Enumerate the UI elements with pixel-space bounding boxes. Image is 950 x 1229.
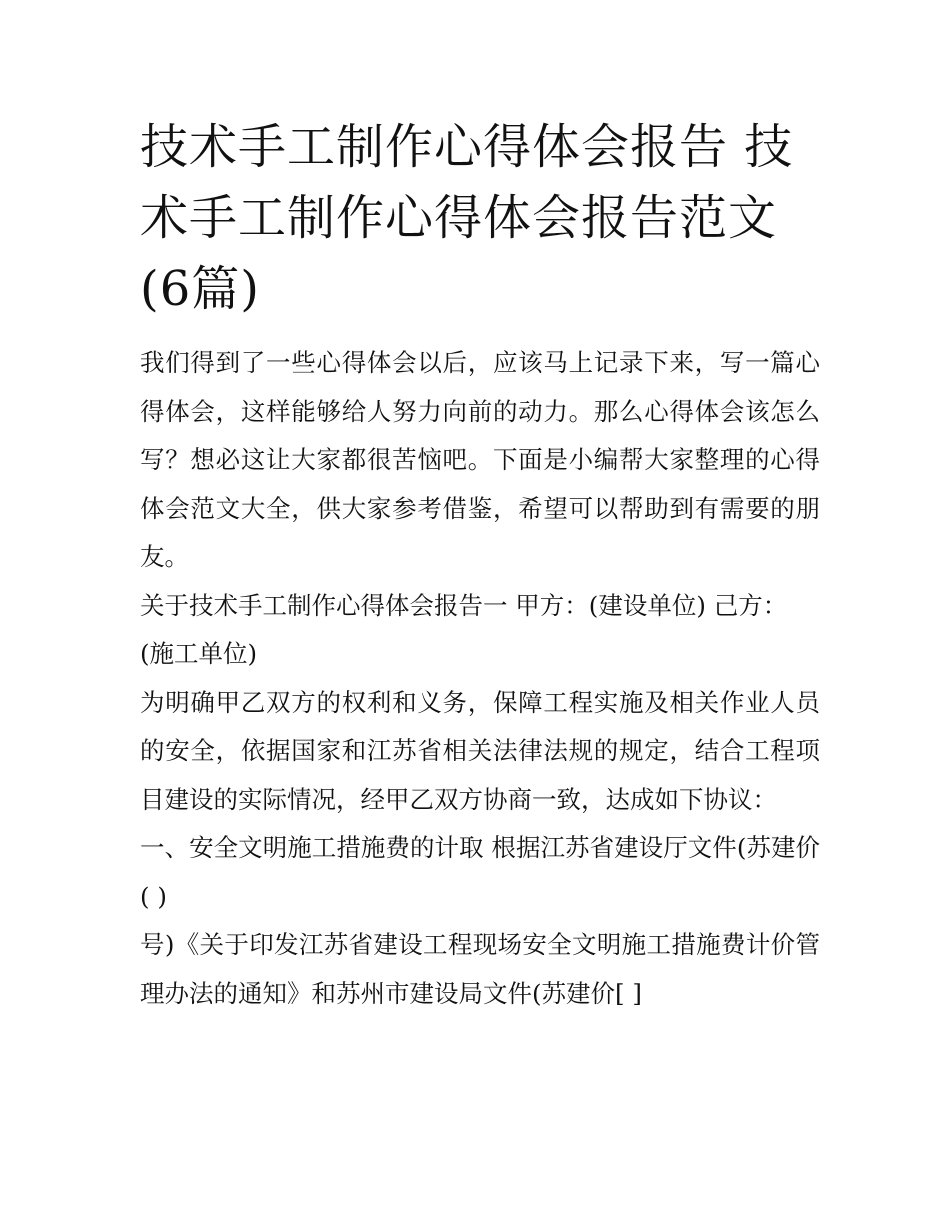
notice-reference-paragraph: 号)《关于印发江苏省建设工程现场安全文明施工措施费计价管理办法的通知》和苏州市建设局文件(苏建价[ ] xyxy=(140,930,820,1008)
section-one-paragraph: 一、安全文明施工措施费的计取 根据江苏省建设厅文件(苏建价( ) xyxy=(140,833,820,911)
agreement-purpose-paragraph: 为明确甲乙双方的权利和义务，保障工程实施及相关作业人员的安全，依据国家和江苏省相关法律法规的规定，结合工程项目建设的实际情况，经甲乙双方协商一致，达成如下协议： xyxy=(140,687,820,814)
document-title: 技术手工制作心得体会报告 技术手工制作心得体会报告范文(6篇) xyxy=(140,119,794,317)
document-body xyxy=(140,112,820,1018)
party-b-line: (施工单位) xyxy=(140,639,258,668)
report-heading-line: 关于技术手工制作心得体会报告一 甲方：(建设单位) 己方： xyxy=(140,590,788,620)
intro-paragraph: 我们得到了一些心得体会以后，应该马上记录下来，写一篇心得体会，这样能够给人努力向前的动力。那么心得体会该怎么写？想必这让大家都很苦恼吧。下面是小编帮大家整理的心得体会范文大全，供大家参考借鉴，希望可以帮助到有需要的朋友。 xyxy=(140,348,820,571)
